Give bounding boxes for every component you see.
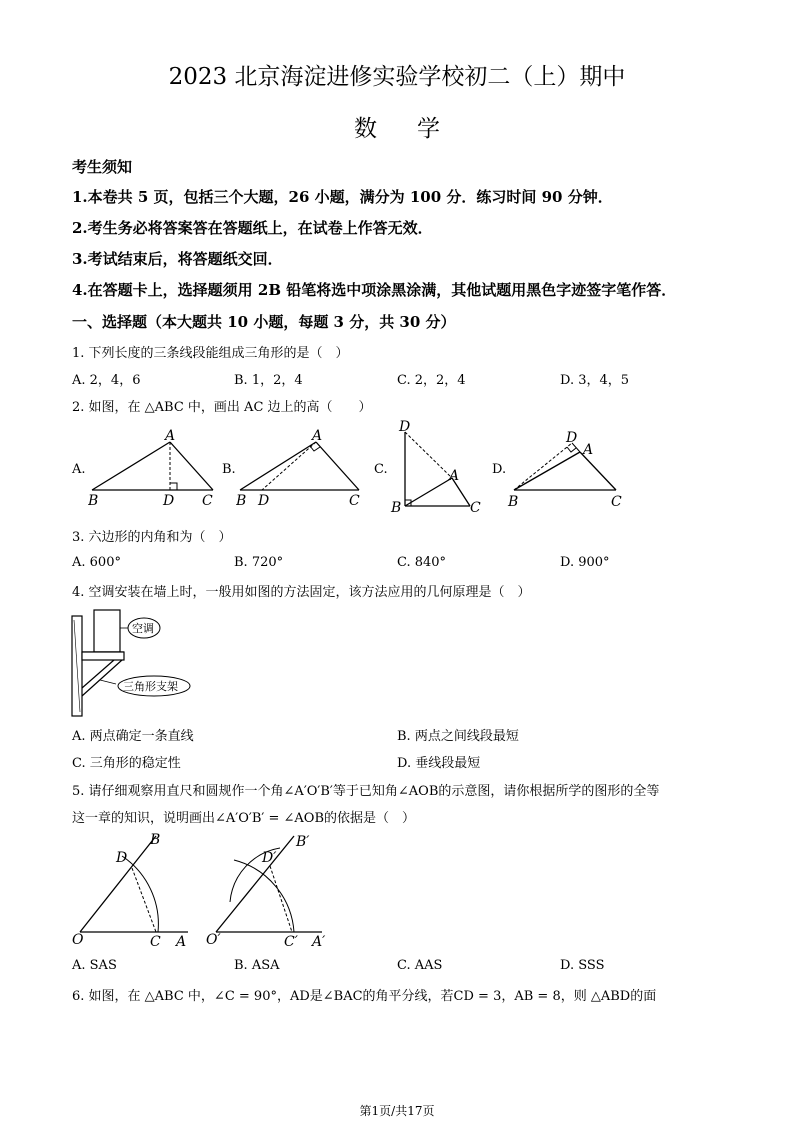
q4-option-b: B. 两点之间线段最短: [397, 729, 519, 744]
notice-item-3: 3.考试结束后，将答题纸交回．: [72, 250, 283, 268]
q1-option-d: D. 3，4，5: [560, 373, 630, 388]
q5a-label-d: D: [116, 850, 128, 866]
q1-option-a: A. 2，4，6: [72, 373, 141, 388]
q2-figure-c: [388, 418, 488, 524]
q5-option-b: B. ASA: [234, 958, 280, 973]
section-heading: 一、选择题（本大题共 10 小题，每题 3 分，共 30 分）: [72, 313, 456, 331]
q2-stem: 2. 如图，在 △ABC 中，画出 AC 边上的高（ ）: [72, 400, 372, 415]
q4-label-ac: 空调: [132, 622, 154, 635]
q3-option-c: C. 840°: [397, 555, 447, 570]
q5-figure-constructed-angle: [204, 830, 344, 954]
page-title: 2023 北京海淀进修实验学校初二（上）期中: [168, 64, 626, 90]
q2c-label-c: C: [470, 500, 481, 516]
q2b-label-c: C: [349, 493, 360, 509]
q2d-label-c: C: [611, 494, 622, 510]
notice-item-2: 2.考生务必将答案答在答题纸上，在试卷上作答无效．: [72, 219, 433, 237]
q4-option-a: A. 两点确定一条直线: [72, 729, 194, 744]
q2-option-a-label: A.: [72, 462, 86, 477]
q2d-label-d: D: [566, 430, 578, 446]
q4-label-bracket: 三角形支架: [123, 680, 178, 693]
q5-option-d: D. SSS: [560, 958, 605, 973]
q2b-label-a: A: [312, 428, 323, 444]
q5a-label-b: B: [150, 832, 161, 848]
notice-item-1: 1.本卷共 5 页，包括三个大题，26 小题，满分为 100 分．练习时间 90 分钟．: [72, 188, 613, 206]
q5-option-c: C. AAS: [397, 958, 443, 973]
q4-option-c: C. 三角形的稳定性: [72, 756, 181, 771]
q2c-label-d: D: [399, 419, 411, 435]
q5b-label-a: A′: [312, 934, 326, 950]
q2a-label-a: A: [165, 428, 176, 444]
q5-stem-line2: 这一章的知识，说明画出∠A′O′B′ = ∠AOB的依据是（ ）: [72, 811, 415, 826]
q2a-label-b: B: [88, 493, 99, 509]
q2d-label-a: A: [583, 442, 594, 458]
q2a-label-c: C: [202, 493, 213, 509]
q5a-label-o: O: [72, 932, 84, 948]
q5-option-a: A. SAS: [72, 958, 117, 973]
page-footer: 第1页/共17页: [359, 1104, 435, 1118]
q2-figure-a: [88, 428, 218, 514]
q3-option-d: D. 900°: [560, 555, 610, 570]
q5a-label-c: C: [150, 934, 161, 950]
q2-figure-d: [506, 424, 630, 516]
q5-figure-original-angle: [70, 830, 200, 954]
q4-option-d: D. 垂线段最短: [397, 756, 481, 771]
q2d-label-b: B: [508, 494, 519, 510]
q2a-label-d: D: [163, 493, 175, 509]
q2b-label-d: D: [258, 493, 270, 509]
q2b-label-b: B: [236, 493, 247, 509]
q1-option-b: B. 1，2，4: [234, 373, 303, 388]
notice-item-4: 4.在答题卡上，选择题须用 2B 铅笔将选中项涂黑涂满，其他试题用黑色字迹签字笔作答．: [72, 281, 677, 299]
q3-stem: 3. 六边形的内角和为（ ）: [72, 530, 232, 545]
q1-option-c: C. 2，2，4: [397, 373, 466, 388]
q6-stem: 6. 如图，在 △ABC 中，∠C = 90°，AD是∠BAC的角平分线，若CD = 3，AB = 8，则 △ABD的面: [72, 989, 657, 1004]
q5b-label-b: B′: [296, 834, 310, 850]
q2-option-b-label: B.: [222, 462, 236, 477]
q2c-label-b: B: [391, 500, 402, 516]
q3-option-b: B. 720°: [234, 555, 284, 570]
q2-option-c-label: C.: [374, 462, 388, 477]
page-subject: 数学: [354, 116, 480, 142]
q2-figure-b: [236, 428, 368, 514]
q5b-label-d: D′: [262, 850, 277, 866]
q3-option-a: A. 600°: [72, 555, 121, 570]
q1-stem: 1. 下列长度的三条线段能组成三角形的是（ ）: [72, 346, 349, 361]
q5-stem-line1: 5. 请仔细观察用直尺和圆规作一个角∠A′O′B′等于已知角∠AOB的示意图，请你根据所学的图形的全等: [72, 784, 660, 799]
q5b-label-c: C′: [284, 934, 298, 950]
q5a-label-a: A: [176, 934, 187, 950]
q4-figure-ac-bracket: [70, 608, 200, 724]
q2c-label-a: A: [449, 468, 460, 484]
notice-heading: 考生须知: [72, 158, 133, 176]
q2-option-d-label: D.: [492, 462, 507, 477]
q4-stem: 4. 空调安装在墙上时，一般用如图的方法固定，该方法应用的几何原理是（ ）: [72, 585, 531, 600]
q5b-label-o: O′: [206, 932, 221, 948]
